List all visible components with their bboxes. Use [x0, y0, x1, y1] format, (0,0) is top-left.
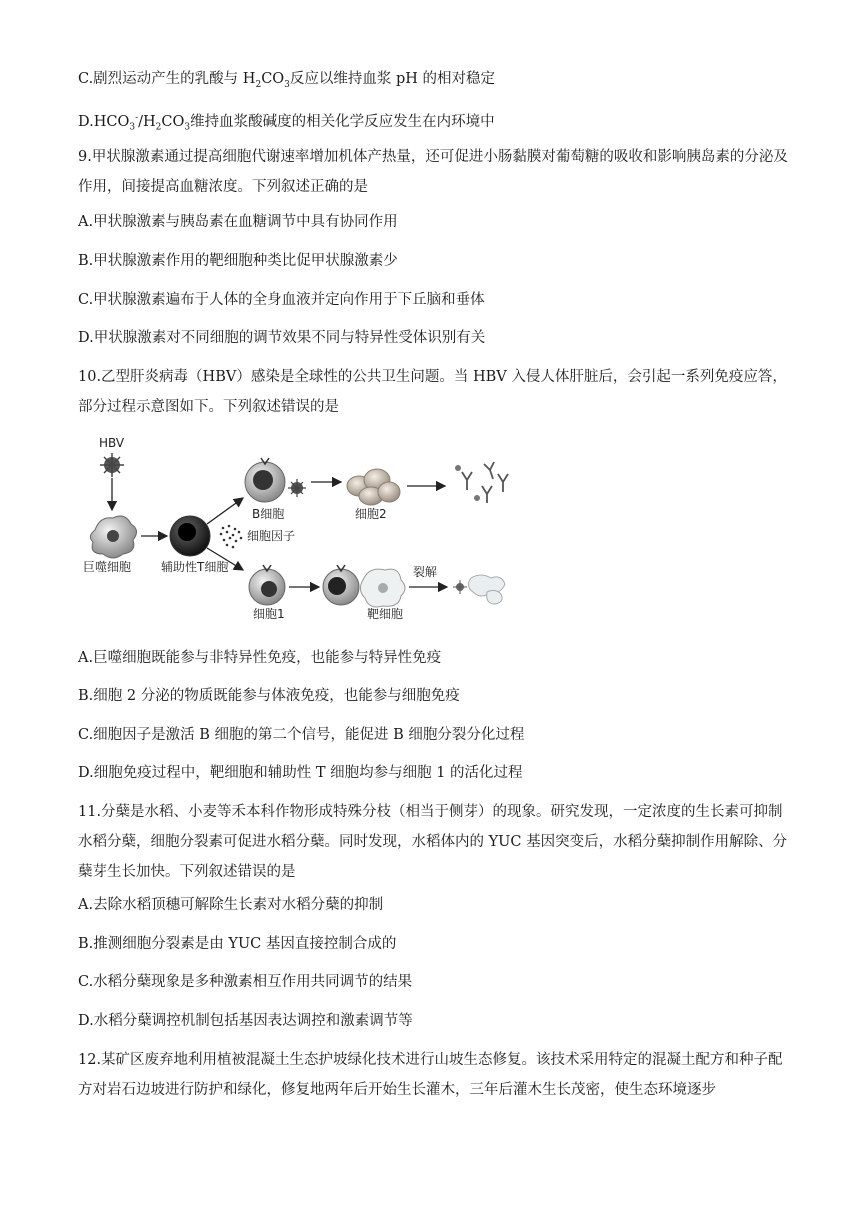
b-cell-label: B细胞: [252, 507, 285, 521]
q10-option-b: B.细胞 2 分泌的物质既能参与体液免疫，也能参与细胞免疫: [78, 688, 460, 704]
q9-option-c: C.甲状腺激素遍布于人体的全身血液并定向作用于下丘脑和垂体: [78, 292, 485, 308]
cell1-label: 细胞1: [253, 607, 285, 621]
q11-option-d: D.水稻分蘖调控机制包括基因表达调控和激素调节等: [78, 1013, 413, 1029]
q12-stem: 12.某矿区废弃地利用植被混凝土生态护坡绿化技术进行山坡生态修复。该技术采用特定的混凝土配方和种子配方对岩石边坡进行防护和绿化，修复地两年后开始生长灌木，三年后灌木生长茂密，使生态环境逐步: [78, 1052, 783, 1098]
hbv-bound-icon: [288, 479, 306, 497]
q10-option-d: D.细胞免疫过程中，靶细胞和辅助性 T 细胞均参与细胞 1 的活化过程: [78, 765, 523, 781]
q11-option-c: C.水稻分蘖现象是多种激素相互作用共同调节的结果: [78, 974, 413, 990]
helper-t-label: 辅助性T细胞: [161, 560, 229, 574]
q8-option-c: C.剧烈运动产生的乳酸与 $H_2CO_3$反应以维持血浆 pH 的相对稳定: [78, 71, 496, 90]
arrow-helper-to-b-cell: [207, 498, 243, 524]
hbv-label: HBV: [99, 436, 125, 450]
lysis-label: 裂解: [413, 565, 438, 579]
lysed-cell-fragments-icon: [453, 575, 505, 604]
q11-stem: 11.分蘖是水稻、小麦等禾本科作物形成特殊分枝（相当于侧芽）的现象。研究发现，一定浓度的生长素可抑制水稻分蘖，细胞分裂素可促进水稻分蘖。同时发现，水稻体内的 YUC 基因突变后，水稻分蘖抑制作用解除、分蘖芽生长加快。下列叙述错误的是: [78, 804, 788, 880]
q9-option-b: B.甲状腺激素作用的靶细胞种类比促甲状腺激素少: [78, 253, 398, 269]
q11-option-a: A.去除水稻顶穗可解除生长素对水稻分蘖的抑制: [78, 897, 384, 913]
cytokine-dots-icon: [220, 525, 243, 549]
cell2-icon: [347, 469, 400, 505]
q10-option-a: A.巨噬细胞既能参与非特异性免疫，也能参与特异性免疫: [78, 650, 442, 666]
q9-option-a: A.甲状腺激素与胰岛素在血糖调节中具有协同作用: [78, 214, 398, 230]
q9-stem: 9.甲状腺激素通过提高细胞代谢速率增加机体产热量，还可促进小肠黏膜对葡萄糖的吸收和影响胰岛素的分泌及作用，间接提高血糖浓度。下列叙述正确的是: [78, 149, 788, 195]
q8-option-d: $D.HCO_3^-/H_2CO_3$维持血浆酸碱度的相关化学反应发生在内环境中: [78, 113, 495, 133]
cell2-label: 细胞2: [355, 507, 387, 521]
target-cell-label: 靶细胞: [367, 607, 404, 621]
antibody-icon: [455, 462, 508, 503]
q9-option-d: D.甲状腺激素对不同细胞的调节效果不同与特异性受体识别有关: [78, 330, 486, 346]
q11-option-b: B.推测细胞分裂素是由 YUC 基因直接控制合成的: [78, 936, 397, 952]
q10-stem: 10.乙型肝炎病毒（HBV）感染是全球性的公共卫生问题。当 HBV 入侵人体肝脏后，会引起一系列免疫应答，部分过程示意图如下。下列叙述错误的是: [78, 369, 787, 415]
immune-response-diagram: [75, 430, 525, 625]
cytokine-label: 细胞因子: [247, 529, 296, 543]
macrophage-label: 巨噬细胞: [83, 560, 132, 574]
q10-option-c: C.细胞因子是激活 B 细胞的第二个信号，能促进 B 细胞分裂分化过程: [78, 727, 525, 743]
hbv-virus-icon: [100, 453, 124, 477]
